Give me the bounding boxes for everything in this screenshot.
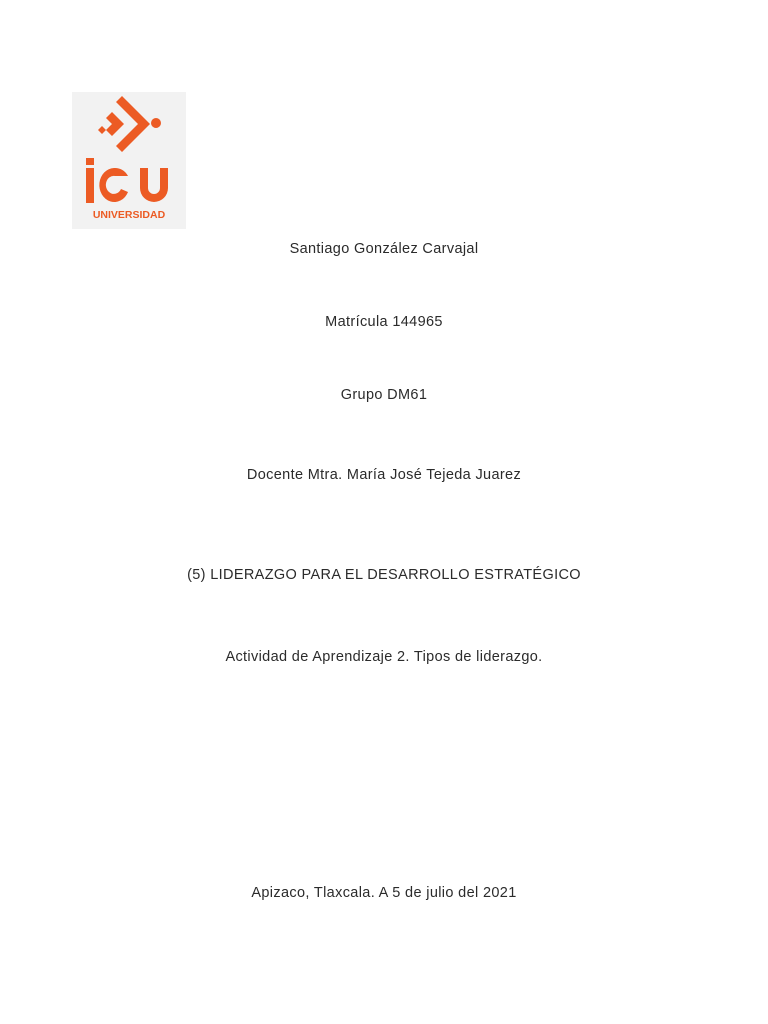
place-date: Apizaco, Tlaxcala. A 5 de julio del 2021 bbox=[251, 885, 517, 901]
ieu-logo-icon bbox=[72, 92, 186, 229]
university-logo bbox=[72, 92, 186, 229]
group: Grupo DM61 bbox=[340, 387, 428, 403]
student-id: Matrícula 144965 bbox=[325, 314, 443, 330]
activity-title: Actividad de Aprendizaje 2. Tipos de liderazgo. bbox=[225, 649, 543, 665]
teacher: Docente Mtra. María José Tejeda Juarez bbox=[246, 467, 522, 483]
logo-tagline: UNIVERSIDAD bbox=[92, 209, 166, 221]
course-title: (5) LIDERAZGO PARA EL DESARROLLO ESTRATÉGICO bbox=[187, 567, 581, 583]
student-name: Santiago González Carvajal bbox=[289, 241, 479, 257]
